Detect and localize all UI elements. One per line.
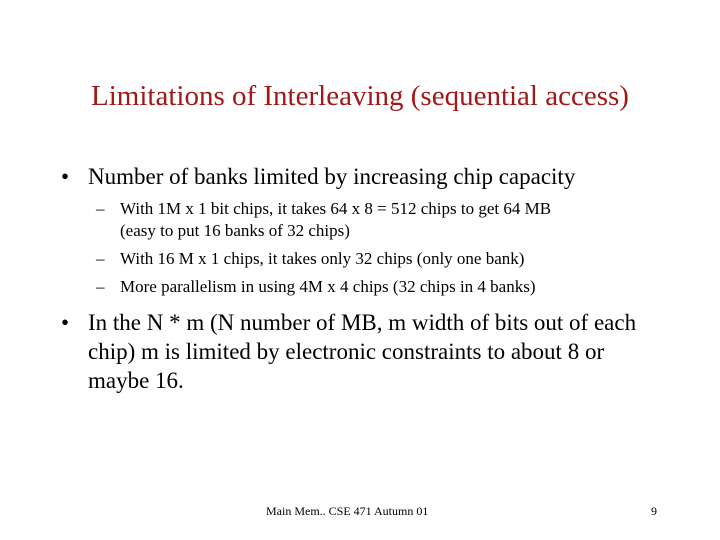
bullet-2-line-1: In the N * m (N number of MB, m width of bits out of each [88, 310, 637, 335]
page-number: 9 [651, 504, 657, 518]
bullet-2-line-2: chip) m is limited by electronic constraints to about 8 or [88, 339, 605, 364]
dash-marker: – [96, 199, 105, 218]
subbullet-1-line-2: (easy to put 16 banks of 32 chips) [120, 221, 350, 240]
bullet-marker: • [61, 310, 70, 335]
bullet-2-line-3: maybe 16. [88, 368, 184, 393]
footer-text: Main Mem.. CSE 471 Autumn 01 [266, 504, 429, 518]
bullet-1-line-1: Number of banks limited by increasing chip capacity [88, 164, 576, 189]
dash-marker: – [96, 277, 105, 296]
dash-marker: – [96, 249, 105, 268]
subbullet-1-line-1: With 1M x 1 bit chips, it takes 64 x 8 = 512 chips to get 64 MB [120, 199, 552, 218]
bullet-marker: • [61, 164, 70, 189]
slide-title: Limitations of Interleaving (sequential access) [91, 80, 629, 112]
subbullet-3-line-1: More parallelism in using 4M x 4 chips (32 chips in 4 banks) [120, 277, 536, 296]
subbullet-2-line-1: With 16 M x 1 chips, it takes only 32 chips (only one bank) [120, 249, 525, 268]
